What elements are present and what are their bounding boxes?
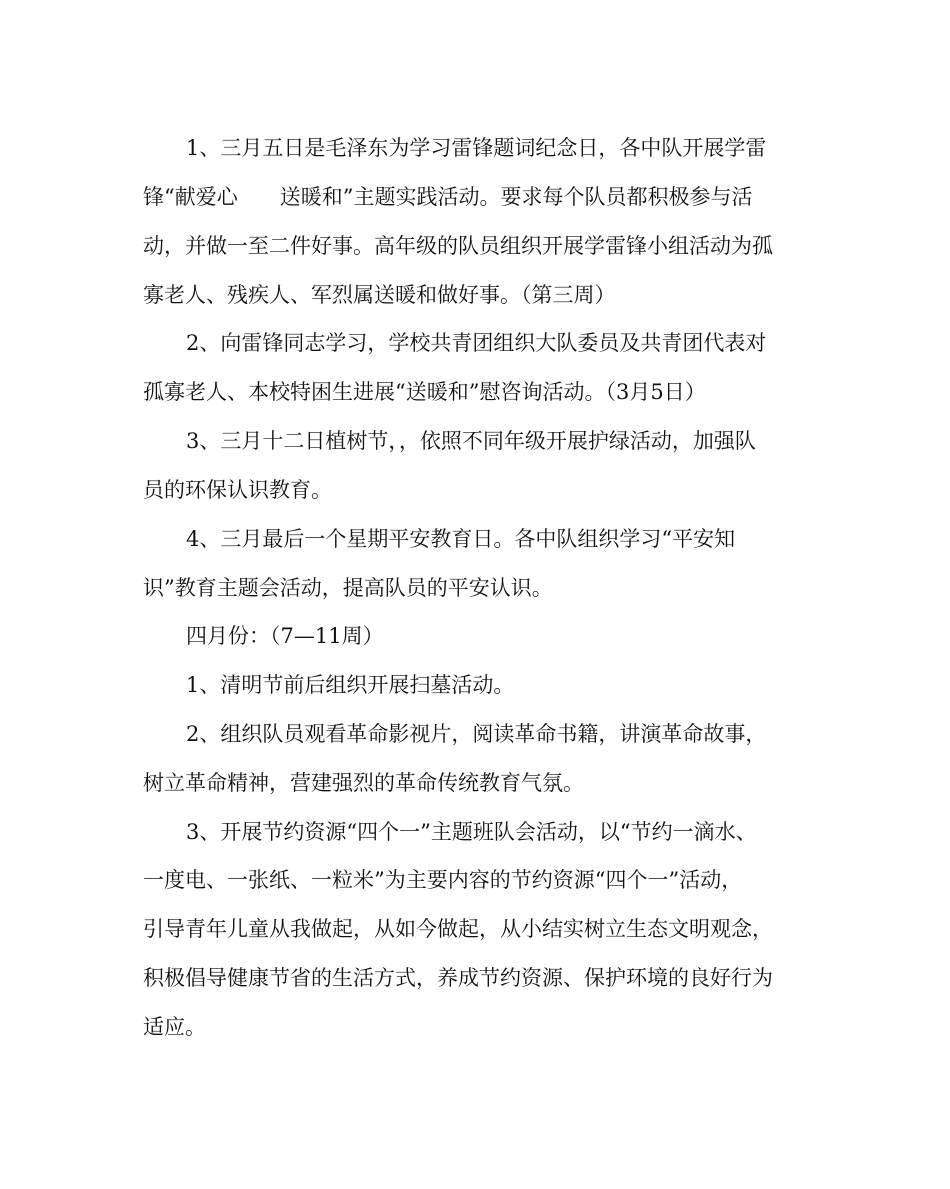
paragraph-1-line-3: 动，并做一至二件好事。高年级的队员组织开展学雷锋小组活动为孤 xyxy=(143,234,773,258)
paragraph-1-line-4: 寡老人、残疾人、军烈属送暖和做好事。（第三周） xyxy=(143,283,616,307)
paragraph-7-line-2: 一度电、一张纸、一粒米”为主要内容的节约资源“四个一”活动， xyxy=(143,868,743,892)
paragraph-3-line-2: 员的环保认识教育。 xyxy=(143,478,332,502)
paragraph-4-line-1: 4、三月最后一个星期平安教育日。各中队组织学习“平安知 xyxy=(186,527,736,551)
paragraph-1-line-2: 锋“献爱心 送暖和”主题实践活动。要求每个队员都积极参与活 xyxy=(143,185,753,209)
paragraph-4-line-2: 识”教育主题会活动，提高队员的平安认识。 xyxy=(143,576,553,600)
section-heading-april: 四月份：（7—11周） xyxy=(186,624,384,648)
paragraph-6-line-1: 2、组织队员观看革命影视片，阅读革命书籍，讲演革命故事， xyxy=(186,722,767,746)
paragraph-3-line-1: 3、三月十二日植树节，，依照不同年级开展护绿活动，加强队 xyxy=(186,429,756,453)
paragraph-5-line-1: 1、清明节前后组织开展扫墓活动。 xyxy=(186,673,515,697)
paragraph-2-line-2: 孤寡老人、本校特困生进展“送暖和”慰咨询活动。（3月5日） xyxy=(143,380,706,404)
paragraph-7-line-4: 积极倡导健康节省的生活方式，养成节约资源、保护环境的良好行为 xyxy=(143,966,773,990)
paragraph-1-line-1: 1、三月五日是毛泽东为学习雷锋题词纪念日，各中队开展学雷 xyxy=(186,136,767,160)
paragraph-6-line-2: 树立革命精神，营建强烈的革命传统教育气氛。 xyxy=(143,771,584,795)
paragraph-7-line-5: 适应。 xyxy=(143,1015,206,1039)
paragraph-2-line-1: 2、向雷锋同志学习，学校共青团组织大队委员及共青团代表对 xyxy=(186,331,767,355)
paragraph-7-line-3: 引导青年儿童从我做起，从如今做起，从小结实树立生态文明观念， xyxy=(143,917,773,941)
paragraph-7-line-1: 3、开展节约资源“四个一”主题班队会活动，以“节约一滴水、 xyxy=(186,820,757,844)
